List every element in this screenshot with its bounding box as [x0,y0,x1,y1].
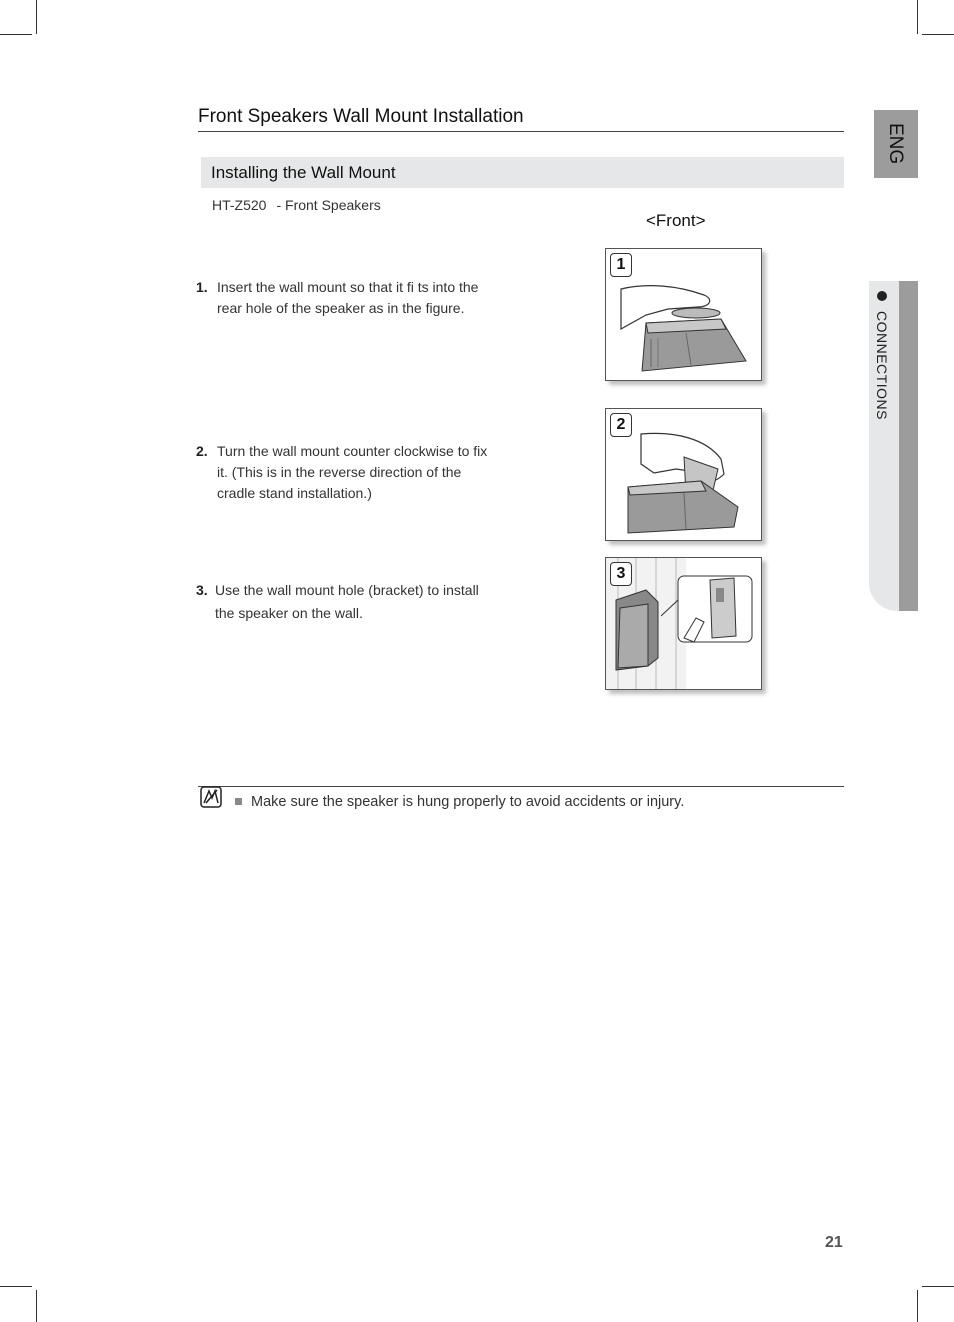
note-icon [200,786,222,808]
step-badge: 1 [610,253,632,277]
note-text: Make sure the speaker is hung properly to avoid accidents or injury. [251,794,685,810]
figure-3 [605,557,762,690]
model-line [212,197,381,213]
section-title: Front Speakers Wall Mount Installation [198,106,524,127]
crop-mark [36,0,37,34]
step-1 [196,277,496,319]
step-3 [196,579,496,625]
step-text: Use the wall mount hole (bracket) to install the speaker on the wall. [215,582,479,621]
note-bullet-icon [235,798,242,805]
figure-1 [605,248,762,381]
step-number: 2. [196,443,208,459]
crop-mark [922,34,954,35]
language-tab-label: ENG [885,123,906,165]
model-name: HT-Z520 [212,197,267,213]
title-divider [198,131,844,132]
step-badge: 2 [610,413,632,437]
step-2 [196,441,496,504]
language-tab [874,110,918,178]
subsection-title: Installing the Wall Mount [211,163,396,182]
step-badge: 3 [610,562,632,586]
crop-mark [36,1290,37,1322]
crop-mark [917,1290,918,1322]
step-text: Insert the wall mount so that it fi ts into the rear hole of the speaker as in the figure. [217,279,479,316]
chapter-bullet-icon [877,291,887,301]
note-divider [198,786,844,787]
front-label: <Front> [646,211,706,230]
crop-mark [0,34,32,35]
crop-mark [917,0,918,34]
crop-mark [0,1286,32,1287]
model-description: - Front Speakers [276,197,381,213]
step-number: 3. [196,582,208,598]
step-text: Turn the wall mount counter clockwise to fix it. (This is in the reverse direction of the cradle stand installation.) [217,443,488,501]
chapter-tab-label: CONNECTIONS [874,311,890,420]
chapter-tab-bar [896,281,918,611]
page-number: 21 [825,1234,843,1251]
subsection-header [201,157,844,188]
step-number: 1. [196,279,208,295]
figure-2 [605,408,762,541]
crop-mark [922,1286,954,1287]
